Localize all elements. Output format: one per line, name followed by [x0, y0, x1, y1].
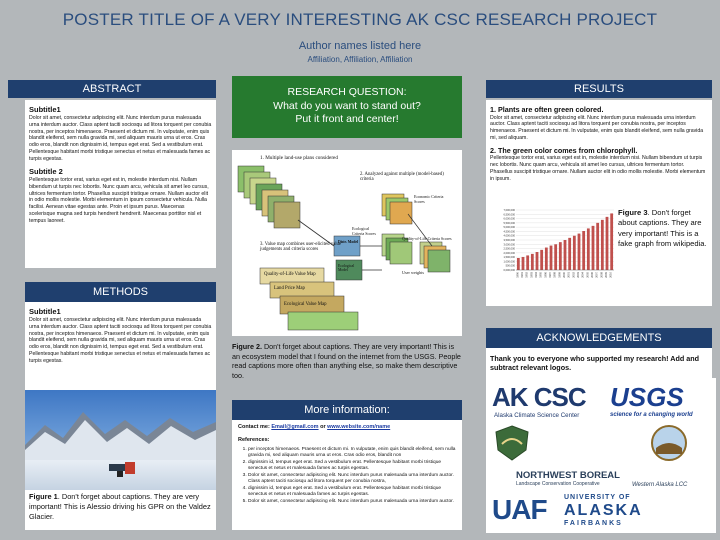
chart-bar — [550, 246, 553, 270]
methods-box — [25, 302, 216, 530]
ak-csc-subtitle: Alaska Climate Science Center — [494, 412, 580, 419]
result-1-title: 1. Plants are often green colored. — [490, 105, 604, 114]
result-1-text: Dolor sit amet, consectetur adipiscing elit. Nunc interdum purus malesuada urna interdum auctor. Class aptent taciti sociosqu ad litora torquent per conubia nostra, per inceptos himenaeos. Praesent et dictum mi. In vulputate, enim quis blandit eleifend, sem nulla gravida mi, sed aliquam. — [490, 114, 704, 142]
abstract-subtitle-2: Subtitle 2 — [29, 166, 63, 176]
quality-of-life-map-label: Quality-of-Life Value Map — [264, 272, 316, 277]
x-tick-label: 1990 — [516, 272, 520, 278]
x-tick-label: 1998 — [553, 272, 557, 278]
reference-item: 1. per inceptos himenaeos. Praesent et dictum mi. In vulputate, enim quis blandit eleifend, sem nulla gravida mi, sed aliquam mauris urna ut eros. Cras odio eros, blandit non — [248, 447, 456, 460]
poster-title: POSTER TITLE OF A VERY INTERESTING AK CSC RESEARCH PROJECT — [62, 10, 658, 29]
chart-bar — [610, 213, 613, 270]
affiliations: Affiliation, Affiliation, Affiliation — [307, 55, 413, 64]
x-tick-label: 1992 — [525, 272, 529, 278]
contact-or: or — [318, 424, 328, 430]
ua-line-2: ALASKA — [564, 502, 643, 519]
reference-item: 5. Dolor sit amet, consectetur adipiscing elit. Nunc interdum purus malesuada urna interdum auctor. — [248, 499, 456, 505]
y-tick-label: 0,000,000 — [503, 269, 515, 272]
y-tick-label: 2,000,000 — [503, 251, 515, 255]
reference-item: 4. dignissim id, tempus eget erat. Sed a vestibulum erat. Pellentesque habitant morbi tristique senectus et netus et malesuada fames ac turpis egestas. — [248, 486, 456, 499]
x-tick-label: 1997 — [549, 272, 552, 278]
figure-2-label: Figure 2. — [232, 342, 262, 351]
x-tick-label: 1991 — [521, 272, 524, 278]
ua-line-1: UNIVERSITY OF — [564, 494, 631, 501]
references-heading: References: — [238, 437, 270, 444]
contact-prefix: Contact me: — [238, 424, 272, 430]
chart-bar — [540, 250, 543, 270]
chart-bar — [606, 217, 609, 270]
x-tick-label: 1999 — [558, 272, 562, 278]
usgs-logo: USGS — [610, 382, 684, 412]
research-question-label: RESEARCH QUESTION: — [287, 86, 407, 98]
northwest-boreal-logo: NORTHWEST BOREAL — [516, 470, 620, 481]
more-info-box — [232, 420, 462, 530]
chart-bar — [596, 223, 599, 270]
abstract-text-1: Dolor sit amet, consectetur adipiscing elit. Nunc interdum purus malesuada urna interdum auctor. Class aptent taciti sociosqu ad litora torquent per conubia nostra, per inceptos himenaeos. Praesent et dictum mi. In vulputate, enim quis blandit eleifend, sem nulla gravida mi, sed aliquam mauris urna ut eros. Cras odio eros, blandit non dignissim id, tempus eget erat. Sed a vestibulum erat. Pellentesque habitant morbi tristique senectus et netus et malesuada fames ac turpis egestas. — [29, 114, 212, 163]
result-2-text: Pellentesque tortor erat, varius eget est in, molestie interdum nisi. Nullam bibendum ut turpis nec lobortis. Nunc quam arcu, vehicula sit amet leo cursus, ultrices fermentum tortor. Phasellus suscipit tristique ornare. Nullam auctor elit in odio mollis molestie. Morbi elementum in ipsum. — [490, 155, 706, 183]
chart-bar — [517, 258, 520, 270]
references-list — [238, 447, 456, 505]
methods-text-1: Dolor sit amet, consectetur adipiscing elit. Nunc interdum purus malesuada urna interdum auctor. Class aptent taciti sociosqu ad litora torquent per conubia nostra, per inceptos himenaeos. Praesent et dictum mi. In vulputate, enim quis blandit eleifend, sem nulla gravida mi, sed aliquam mauris urna ut eros. Cras odio eros, blandit non dignissim id, tempus eget erat. Sed a vestibulum erat. Pellentesque habitant morbi tristique senectus et netus et malesuada fames ac turpis egestas. — [29, 316, 212, 365]
ecological-value-map-label: Ecological Value Map — [284, 302, 327, 307]
chart-bar — [564, 240, 567, 270]
land-price-map-label: Land Price Map — [274, 286, 305, 291]
figure-2-diagram — [232, 150, 462, 336]
figure-2-caption — [232, 342, 462, 380]
y-tick-label: 6,500,000 — [503, 213, 515, 217]
western-alaska-lcc-logo: Western Alaska LCC — [632, 482, 688, 488]
x-tick-label: 2002 — [572, 272, 576, 278]
fish-wildlife-seal-icon — [492, 424, 532, 462]
chart-bar — [592, 226, 595, 270]
y-tick-label: 6,000,000 — [503, 217, 515, 221]
y-tick-label: 5,500,000 — [503, 221, 515, 225]
abstract-heading: ABSTRACT — [8, 80, 216, 98]
chart-bar — [601, 220, 604, 270]
y-tick-label: 7,000,000 — [503, 209, 515, 212]
results-box — [486, 100, 712, 306]
chart-bar — [522, 257, 525, 270]
author-names: Author names listed here — [298, 40, 422, 52]
website-link[interactable]: www.website.com/name — [327, 424, 391, 430]
x-tick-label: 2007 — [595, 272, 599, 278]
chart-bar — [526, 255, 529, 270]
partner-logos — [486, 378, 716, 533]
y-tick-label: 500,000 — [505, 264, 515, 268]
y-tick-label: 2,500,000 — [503, 247, 515, 251]
quality-of-life-criteria-label: Quality-of-Life Criteria Scores — [402, 236, 452, 241]
result-2-title: 2. The green color comes from chlorophyll. — [490, 145, 638, 155]
x-tick-label: 1994 — [535, 272, 538, 278]
figure-1-label: Figure 1 — [29, 492, 58, 501]
reference-item: 3. Dolor sit amet, consectetur adipiscing elit. Nunc interdum purus malesuada urna interdum auctor. Class aptent taciti sociosqu ad litora torquent per conubia nostra, — [248, 473, 456, 486]
x-tick-label: 2006 — [591, 272, 594, 278]
y-tick-label: 3,500,000 — [503, 239, 515, 242]
x-tick-label: 1996 — [544, 272, 548, 278]
x-tick-label: 1993 — [530, 272, 534, 278]
figure-3-caption — [618, 208, 710, 249]
chart-bar — [587, 228, 590, 270]
figure-3-bar-chart — [486, 100, 712, 306]
figure-2-panel-3: 3. Value map combines user-elicited value judgements and criteria scores — [260, 242, 342, 252]
figure-1-caption — [29, 492, 213, 522]
y-tick-label: 1,500,000 — [503, 256, 515, 260]
economic-criteria-label: Economic Criteria Scores — [414, 194, 444, 204]
chart-bar — [531, 254, 534, 270]
chart-bar — [573, 236, 576, 270]
chart-bar — [536, 252, 539, 270]
x-tick-label: 2005 — [586, 272, 590, 278]
figure-2-panel-2: 2. Analyzed against multiple (model-based) criteria — [360, 172, 444, 182]
x-tick-label: 2003 — [577, 272, 580, 278]
contact-line — [238, 424, 456, 431]
chart-bar — [554, 244, 557, 270]
ua-line-3: FAIRBANKS — [564, 520, 623, 527]
chart-bar — [568, 238, 571, 270]
chart-bar — [582, 231, 585, 270]
usgs-tagline: science for a changing world — [610, 412, 693, 418]
methods-subtitle-1: Subtitle1 — [29, 307, 61, 316]
x-tick-label: 2004 — [581, 272, 585, 278]
abstract-text-2: Pellentesque tortor erat, varius eget est in, molestie interdum nisi. Nullam bibendum ut turpis nec lobortis. Nunc quam arcu, vehicula sit amet leo cursus, ultrices fermentum tortor. Phasellus suscipit tristique ornare. Nullam auctor elit in odio mollis molestie. Morbi elementum in ipsum consectetur vehicula. Nulla facilisi. Aenean vitae egestas ante. Proin et ipsum purus. Maecenas scelerisque magna sed turpis hendrerit hendrerit. Maecenas porttitor nisl et tempus laoreet. — [29, 176, 209, 224]
abstract-subtitle-1: Subtitle1 — [29, 105, 61, 114]
abstract-box — [25, 100, 216, 268]
figure-3-caption-text: . Don't forget about captions. They are very important! This is a fake graph from wikipedia. — [618, 208, 707, 248]
distribution-model-label: Distr. Model — [338, 240, 359, 244]
chart-bar — [578, 234, 581, 270]
ak-csc-logo: AK CSC — [492, 382, 586, 412]
user-weights-label: User weights — [402, 270, 424, 275]
y-tick-label: 4,500,000 — [503, 230, 515, 234]
y-tick-label: 4,000,000 — [503, 234, 515, 238]
ecological-model-label: Ecological Model — [338, 264, 355, 272]
figure-1-caption-text: . Don't forget about captions. They are very important! This is Alessio driving his GPR on the Valdez Glacier. — [29, 492, 211, 521]
chart-bar — [559, 242, 562, 270]
y-tick-label: 1,000,000 — [503, 260, 515, 264]
acknowledgements-box — [486, 348, 712, 378]
y-tick-label: 5,000,000 — [503, 226, 515, 230]
reference-item: 2. dignissim id, tempus eget erat. Sed a vestibulum erat. Pellentesque habitant morbi tristique senectus et netus et malesuada fames ac turpis egestas. — [248, 460, 456, 473]
x-tick-label: 2001 — [567, 272, 571, 278]
chart-bar — [545, 248, 548, 270]
results-heading: RESULTS — [486, 80, 712, 98]
research-question-line-3: Put it front and center! — [295, 113, 399, 126]
research-question-box — [232, 76, 462, 138]
agency-seal-icon — [650, 424, 688, 462]
x-tick-label: 2008 — [600, 272, 604, 278]
northwest-boreal-subtitle: Landscape Conservation Cooperative — [516, 481, 600, 487]
x-tick-label: 2009 — [605, 272, 608, 278]
figure-2-panel-1: 1. Multiple land-use plans considered — [260, 155, 338, 161]
uaf-logo: UAF — [492, 494, 547, 525]
more-info-heading: More information: — [232, 400, 462, 420]
x-tick-label: 2010 — [609, 272, 613, 278]
figure-2-caption-text: Don't forget about captions. They are very important! This is an ecosystem model that I found on the internet from the USGS. People read captions more often than anything else, so make them descriptive too. — [232, 342, 461, 380]
acknowledgements-text: Thank you to everyone who supported my research! Add and subtract relevant logos. — [490, 354, 700, 373]
x-tick-label: 2000 — [563, 272, 566, 278]
ecological-criteria-label: Ecological Criteria Scores — [352, 226, 376, 236]
acknowledgements-heading: ACKNOWLEDGEMENTS — [486, 328, 712, 348]
figure-3-label: Figure 3 — [618, 208, 648, 217]
email-link[interactable]: Email@gmail.com — [271, 424, 319, 430]
y-tick-label: 3,000,000 — [503, 243, 515, 247]
glacier-photo — [25, 390, 216, 490]
x-tick-label: 1995 — [539, 272, 543, 278]
research-question-line-2: What do you want to stand out? — [273, 99, 421, 112]
methods-heading: METHODS — [25, 282, 216, 302]
